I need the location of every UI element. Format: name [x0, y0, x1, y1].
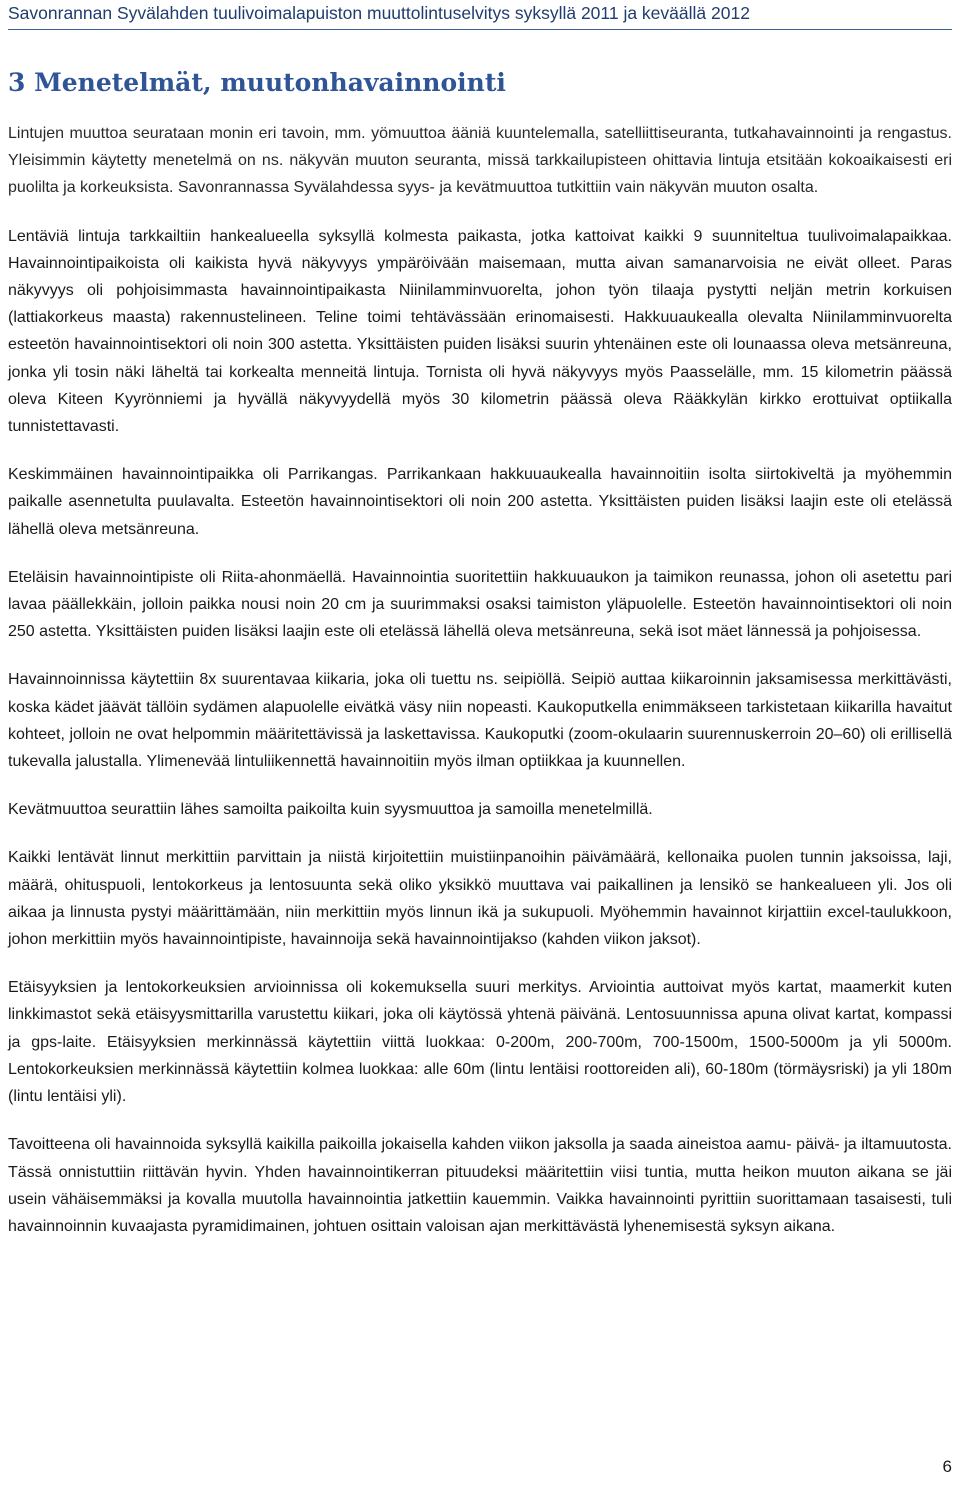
paragraph-observation-goals: Tavoitteena oli havainnoida syksyllä kaikilla paikoilla jokaisella kahden viikon jaksolla ja saada aineistoa aamu- päivä- ja iltamuutosta. Tässä onnistuttiin riittävän hyvin. Yhden havainnointikerran pituudeksi määritettiin viisi tuntia, mutta heikon muuton aikana se jäi usein vähäisemmäksi ja kovalla muutolla havainnointia jatkettiin kauemmin. Vaikka havainnointi pyrittiin suorittamaan tasaisesti, tuli havainnoinnin kuvaajasta pyramidimainen, johtuen osittain valoisan ajan merkittävästä lyhenemisestä syksyn aikana. [8, 1136, 952, 1235]
paragraph-riita-ahonmaki: Eteläisin havainnointipiste oli Riita-ahonmäellä. Havainnointia suoritettiin hakkuuaukon ja taimikon reunassa, johon oli asetettu pari lavaa päällekkäin, jolloin paikka nousi noin 20 cm ja suurimmaksi osaksi taimiston yläpuolelle. Esteetön havainnointisektori oli noin 250 astetta. Yksittäisten puiden lisäksi laajin este oli etelässä lähellä oleva metsänreuna, sekä isot mäet lännessä ja pohjoisessa. [8, 568, 952, 641]
paragraph-observation-sites: Lentäviä lintuja tarkkailtiin hankealueella syksyllä kolmesta paikasta, jotka kattoivat kaikki 9 suunniteltua tuulivoimalapaikkaa. Havainnointipaikoista oli kaikista hyvä näkyvyys ympäröivään maisemaan, mutta aivan samanarvoisia ne eivät olleet. Paras näkyvyys oli pohjoisimmasta havainnointipaikasta Niinilamminvuorelta, johon työn tilaaja pystytti neljän metrin korkuisen (lattiakorkeus maasta) rakennustelineen. Teline toimi tehtävässään erinomaisesti. Hakkuuaukealla olevalta Niinilamminvuorelta esteetön havainnointisektori oli noin 300 astetta. Yksittäisten puiden lisäksi suurin yhtenäinen este oli lounaassa oleva metsänreuna, jonka yli tosin näki läheltä tai korkealta menneitä lintuja. Tornista oli hyvä näkyvyys myös Paasselälle, mm. 15 kilometrin päässä oleva Kiteen Kyyrönniemi ja hyvällä näkyvyydellä myös 30 kilometrin päässä oleva Rääkkylän kirkko erottuivat optiikalla tunnistettavasti. [8, 227, 952, 436]
paragraph-methods-overview: Lintujen muuttoa seurataan monin eri tavoin, mm. yömuuttoa ääniä kuuntelemalla, satelliittiseuranta, tutkahavainnointi ja rengastus. Yleisimmin käytetty menetelmä on ns. näkyvän muuton seuranta, missä tarkkailupisteen ohittavia lintuja etsitään kokoaikaisesti eri puolilta ja korkeuksista. Savonrannassa Syvälahdessa syys- ja kevätmuuttoa tutkittiin vain näkyvän muuton osalta. [8, 125, 952, 197]
running-header: Savonrannan Syvälahden tuulivoimalapuiston muuttolintuselvitys syksyllä 2011 ja keväällä 2012 [8, 3, 750, 23]
paragraph-recording: Kaikki lentävät linnut merkittiin parvittain ja niistä kirjoitettiin muistiinpanoihin päivämäärä, kellonaika puolen tunnin jaksoissa, laji, määrä, ohituspuoli, lentokorkeus ja lentosuunta sekä oliko yksikkö muuttava vai paikallinen ja lensikö se hankealueen yli. Jos oli aikaa ja linnusta pystyi määrittämään, niin merkittiin myös linnun ikä ja sukupuoli. Myöhemmin havainnot kirjattiin excel-taulukkoon, johon merkittiin myös havainnointipiste, havainnoija sekä havainnointijakso (kahden viikon jaksot). [8, 849, 952, 949]
paragraph-spring-migration: Kevätmuuttoa seurattiin lähes samoilta paikoilta kuin syysmuuttoa ja samoilla menetelmillä. [8, 801, 653, 819]
paragraph-parrikangas: Keskimmäinen havainnointipaikka oli Parrikangas. Parrikankaan hakkuuaukealla havainnoitiin isolta siirtokiveltä ja myöhemmin paikalle asennetulta puulavalta. Esteetön havainnointisektori oli noin 200 astetta. Yksittäisten puiden lisäksi laajin este oli etelässä lähellä oleva metsänreuna. [8, 466, 952, 538]
section-heading: 3 Menetelmät, muutonhavainnointi [8, 68, 506, 97]
header-rule [8, 29, 952, 30]
paragraph-optics: Havainnoinnissa käytettiin 8x suurentavaa kiikaria, joka oli tuettu ns. seipiöllä. Seipiö auttaa kiikaroinnin jaksamisessa merkittävästi, koska kädet jäävät tällöin sydämen alapuolelle eivätkä väsy niin nopeasti. Kaukoputkella enimmäkseen tarkistetaan kiikarilla havaitut kohteet, jolloin ne ovat helpommin määritettävissä ja laskettavissa. Kaukoputki (zoom-okulaarin suurennuskerroin 20–60) oli erillisellä tukevalla jalustalla. Ylimenevää lintuliikennettä havainnoitiin myös ilman optiikkaa ja kuunnellen. [8, 671, 952, 771]
page-number: 6 [942, 1457, 952, 1476]
paragraph-distance-estimation: Etäisyyksien ja lentokorkeuksien arvioinnissa oli kokemuksella suuri merkitys. Arviointia auttoivat myös kartat, maamerkit kuten linkkimastot sekä etäisyysmittarilla varustettu kiikari, joka oli käytössä yhtenä päivänä. Lentosuunnissa apuna olivat kartat, kompassi ja gps-laite. Etäisyyksien merkinnässä käytettiin viittä luokkaa: 0-200m, 200-700m, 700-1500m, 1500-5000m ja yli 5000m. Lentokorkeuksien merkinnässä käytettiin kolmea luokkaa: alle 60m (lintu lentäisi roottoreiden ali), 60-180m (törmäysriski) ja yli 180m (lintu lentäisi yli). [8, 979, 952, 1106]
body-text [8, 120, 952, 1261]
